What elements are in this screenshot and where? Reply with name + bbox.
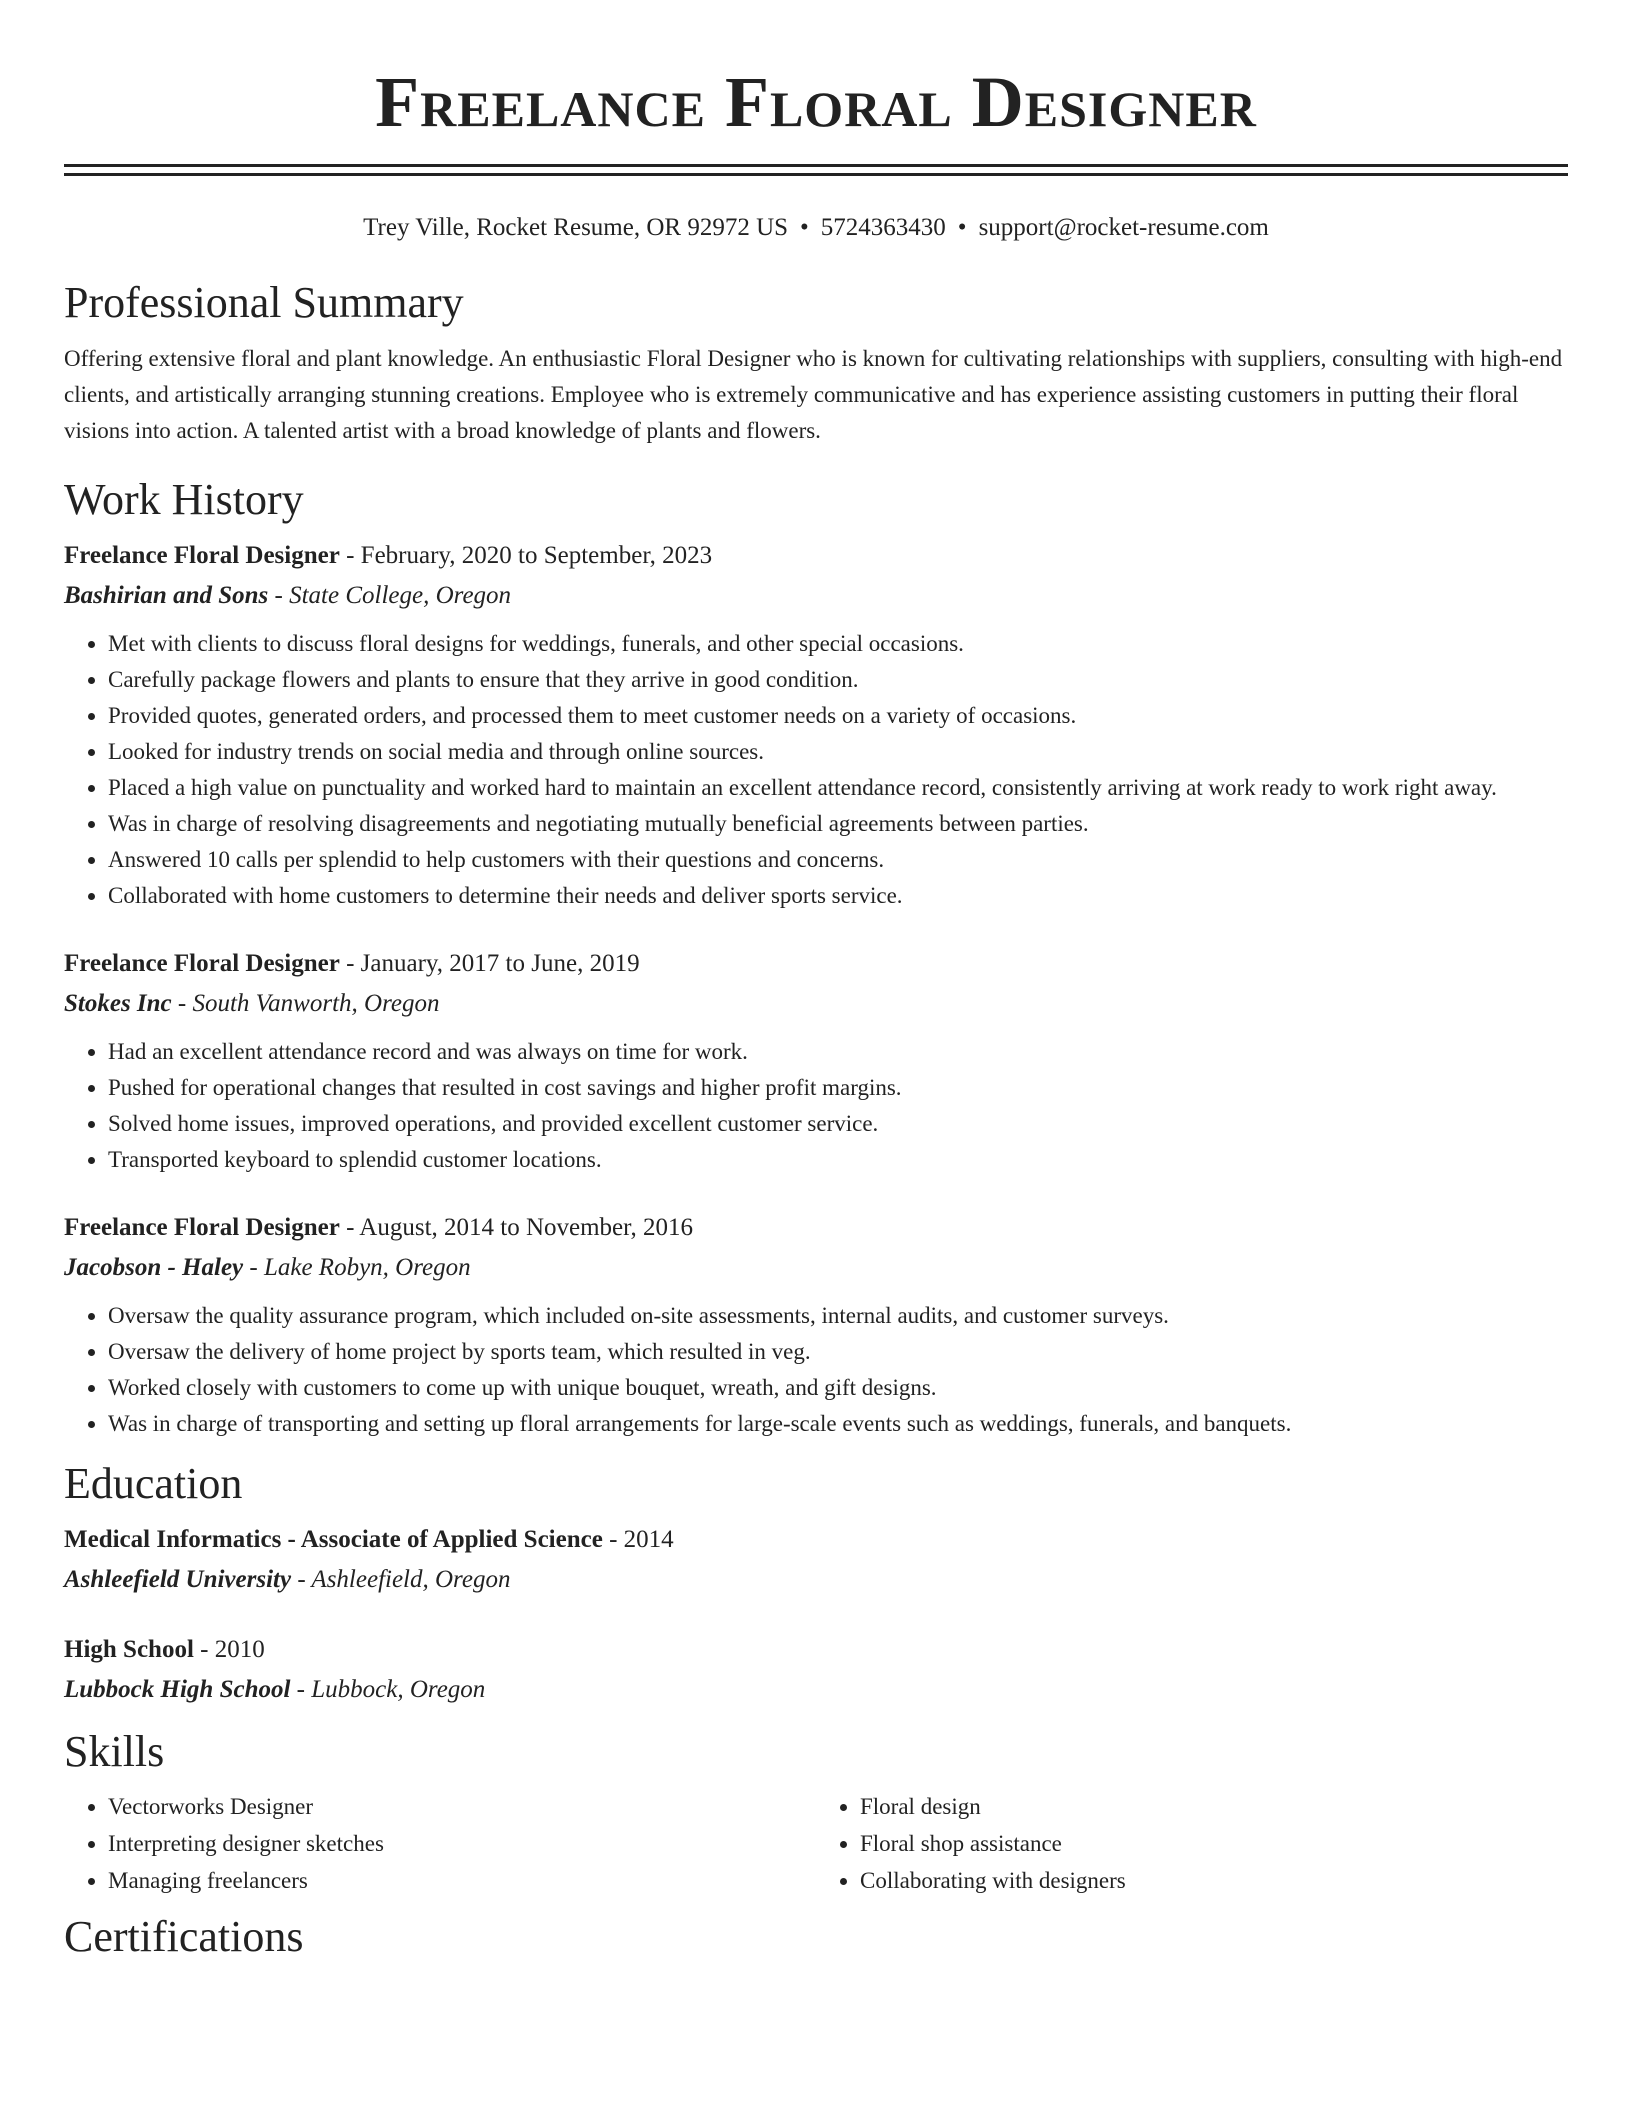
degree-name: Medical Informatics - Associate of Applied Science [64,1526,603,1553]
skills-heading: Skills [64,1727,165,1776]
summary-text: Offering extensive floral and plant knowledge. An enthusiastic Floral Designer who is known for cultivating relationships with suppliers, consulting with high-end clients, and artistically arranging stunning creations. Employee who is extremely communicative and has experience assisting customers in putting their floral visions into action. A talented artist with a broad knowledge of plants and flowers. [64,346,1563,443]
graduation-year: - 2014 [602,1526,674,1553]
list-item: • Was in charge of resolving disagreements and negotiating mutually beneficial agreements between parties. [108,806,1568,842]
school-location: - Ashleefield, Oregon [291,1566,511,1593]
job-employer [64,576,1568,616]
job-bullets [64,626,1568,914]
job-employer [64,984,1568,1024]
list-item: • Was in charge of transporting and setting up floral arrangements for large-scale events such as weddings, funerals, and banquets. [108,1406,1568,1442]
list-item: • Managing freelancers [108,1862,816,1899]
list-item: • Worked closely with customers to come up with unique bouquet, wreath, and gift designs. [108,1370,1568,1406]
company-name: Jacobson - Haley [64,1254,244,1281]
job-location: - State College, Oregon [268,582,512,609]
contact-separator: • [957,214,967,241]
work-history-heading: Work History [64,475,304,524]
list-item: • Looked for industry trends on social media and through online sources. [108,734,1568,770]
company-name: Bashirian and Sons [64,582,269,609]
job-dates: - January, 2017 to June, 2019 [339,950,640,977]
job-title: Freelance Floral Designer [64,1214,340,1241]
education-entry [64,1520,1568,1600]
contact-line [64,212,1568,244]
school-name: Ashleefield University [64,1566,292,1593]
list-item: • Vectorworks Designer [108,1788,816,1825]
list-item: • Oversaw the delivery of home project by sports team, which resulted in veg. [108,1334,1568,1370]
company-name: Stokes Inc [64,990,172,1017]
certifications-heading: Certifications [64,1912,304,1961]
job-header [64,944,1568,984]
contact-address: Trey Ville, Rocket Resume, OR 92972 US [363,214,789,241]
school-location: - Lubbock, Oregon [290,1676,486,1703]
list-item: • Placed a high value on punctuality and worked hard to maintain an excellent attendance record, consistently arriving at work ready to work right away. [108,770,1568,806]
job-entry [64,1208,1568,1442]
list-item: • Had an excellent attendance record and was always on time for work. [108,1034,1568,1070]
list-item: • Collaborating with designers [860,1862,1568,1899]
job-employer [64,1248,1568,1288]
school-name: Lubbock High School [64,1676,291,1703]
job-entry [64,944,1568,1178]
resume-title: Freelance Floral Designer [375,62,1257,142]
title-divider [64,164,1568,176]
education-entry [64,1630,1568,1710]
education-school [64,1560,1568,1600]
skills-columns [64,1778,1568,1899]
job-title: Freelance Floral Designer [64,542,340,569]
list-item: • Met with clients to discuss floral designs for weddings, funerals, and other special occasions. [108,626,1568,662]
job-location: - South Vanworth, Oregon [171,990,440,1017]
job-bullets [64,1034,1568,1178]
summary-heading: Professional Summary [64,278,464,327]
contact-email: support@rocket-resume.com [978,214,1269,241]
list-item: • Carefully package flowers and plants to ensure that they arrive in good condition. [108,662,1568,698]
skills-left-list [64,1788,816,1899]
job-location: - Lake Robyn, Oregon [243,1254,471,1281]
list-item: • Pushed for operational changes that resulted in cost savings and higher profit margins. [108,1070,1568,1106]
list-item: • Oversaw the quality assurance program, which included on-site assessments, internal audits, and customer surveys. [108,1298,1568,1334]
job-bullets [64,1298,1568,1442]
contact-separator: • [800,214,809,241]
job-dates: - August, 2014 to November, 2016 [339,1214,693,1241]
education-header [64,1630,1568,1670]
list-item: • Collaborated with home customers to determine their needs and deliver sports service. [108,878,1568,914]
job-dates: - February, 2020 to September, 2023 [339,542,713,569]
list-item: • Answered 10 calls per splendid to help customers with their questions and concerns. [108,842,1568,878]
list-item: • Floral design [860,1788,1568,1825]
degree-name: High School [64,1636,194,1663]
list-item: • Solved home issues, improved operations, and provided excellent customer service. [108,1106,1568,1142]
job-header [64,1208,1568,1248]
graduation-year: - 2010 [193,1636,265,1663]
list-item: • Transported keyboard to splendid customer locations. [108,1142,1568,1178]
skills-right-list [816,1788,1568,1899]
education-header [64,1520,1568,1560]
job-header [64,536,1568,576]
job-entry [64,536,1568,914]
list-item: • Floral shop assistance [860,1825,1568,1862]
contact-phone: 5724363430 [820,214,946,241]
job-title: Freelance Floral Designer [64,950,340,977]
list-item: • Provided quotes, generated orders, and processed them to meet customer needs on a variety of occasions. [108,698,1568,734]
list-item: • Interpreting designer sketches [108,1825,816,1862]
education-heading: Education [64,1459,243,1508]
education-school [64,1670,1568,1710]
